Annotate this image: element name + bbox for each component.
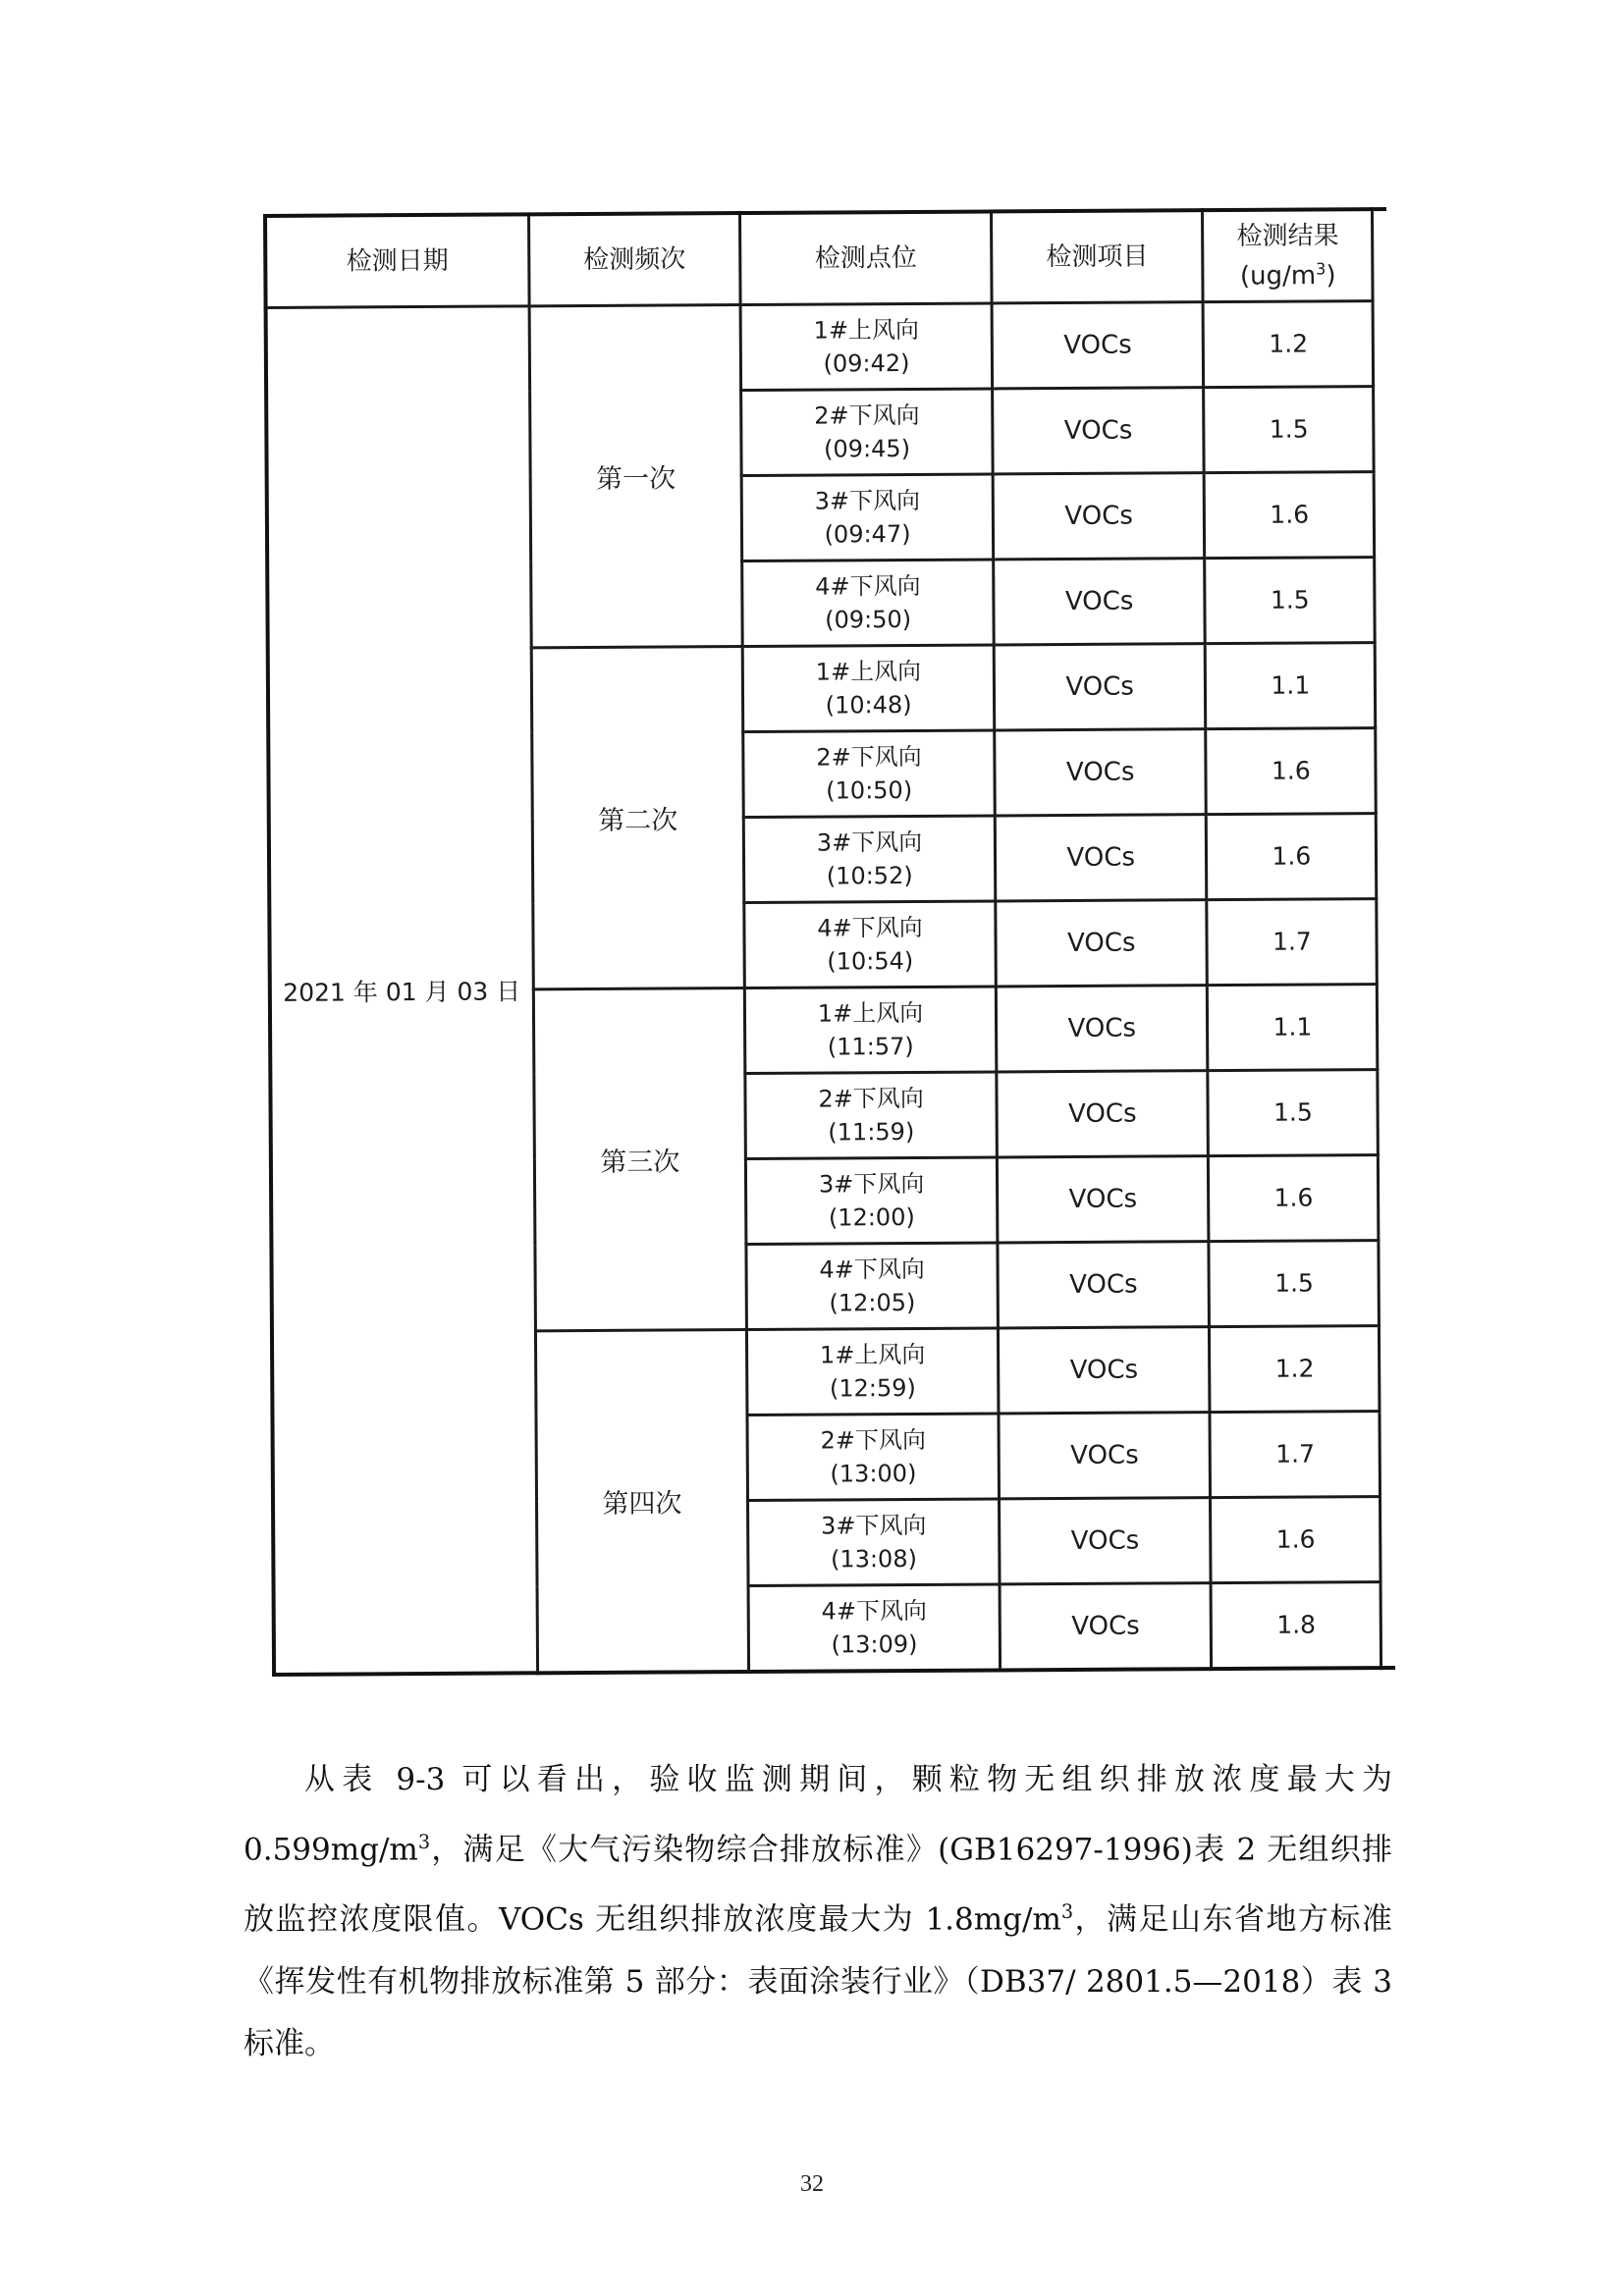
conclusion-part1: 从表 9-3 可以看出，验收监测期间，颗粒物无组织排放浓度最大为 0.599mg/m xyxy=(244,1762,1392,1868)
item-cell: VOCs xyxy=(996,900,1208,987)
result-value-cell: 1.2 xyxy=(1210,1325,1380,1412)
item-cell: VOCs xyxy=(995,729,1207,816)
point-cell xyxy=(744,987,996,1074)
header-result xyxy=(1203,209,1374,302)
point-name: 2#下风向 xyxy=(820,1425,927,1455)
table-cut-edge xyxy=(1374,386,1388,471)
point-name: 2#下风向 xyxy=(816,742,922,772)
conclusion-sup1: 3 xyxy=(417,1831,431,1853)
point-time: (13:08) xyxy=(830,1544,917,1574)
header-item: 检测项目 xyxy=(992,210,1204,303)
header-result-unit-sup: 3 xyxy=(1316,259,1326,279)
point-time: (10:48) xyxy=(825,690,912,720)
table-cut-edge xyxy=(1377,898,1391,984)
point-time: (12:00) xyxy=(828,1202,915,1232)
point-time: (09:50) xyxy=(825,605,912,634)
table-cut-edge xyxy=(1377,813,1391,898)
header-result-unit-suffix: ) xyxy=(1326,260,1336,291)
table-cut-edge xyxy=(1380,1496,1395,1581)
frequency-cell: 第四次 xyxy=(535,1329,748,1673)
result-value-cell: 1.8 xyxy=(1211,1581,1381,1669)
item-cell: VOCs xyxy=(999,1412,1211,1498)
page-number: 32 xyxy=(800,2171,824,2197)
item-cell: VOCs xyxy=(997,1155,1209,1242)
item-cell: VOCs xyxy=(992,302,1204,389)
result-value-cell: 1.6 xyxy=(1209,1154,1379,1241)
date-cell: 2021 年 01 月 03 日 xyxy=(266,306,538,1675)
point-name: 1#上风向 xyxy=(813,315,920,345)
point-name: 3#下风向 xyxy=(818,1169,925,1199)
item-cell: VOCs xyxy=(997,1070,1209,1156)
item-cell: VOCs xyxy=(1000,1582,1212,1670)
frequency-cell: 第一次 xyxy=(529,305,742,648)
point-name: 3#下风向 xyxy=(820,1511,927,1540)
table-cut-edge xyxy=(1380,1325,1394,1411)
header-date: 检测日期 xyxy=(265,214,529,307)
point-time: (12:05) xyxy=(829,1288,916,1317)
result-value-cell: 1.7 xyxy=(1207,898,1377,985)
point-name: 4#下风向 xyxy=(817,913,923,942)
item-cell: VOCs xyxy=(993,473,1205,560)
point-name: 2#下风向 xyxy=(818,1084,924,1113)
table-cut-edge xyxy=(1379,1240,1393,1325)
point-cell xyxy=(747,1328,999,1415)
point-time: (09:42) xyxy=(823,348,910,378)
point-cell xyxy=(743,730,995,818)
point-name: 3#下风向 xyxy=(814,486,921,515)
header-result-unit xyxy=(1205,252,1372,294)
item-cell: VOCs xyxy=(994,559,1206,645)
table-cut-edge xyxy=(1376,642,1390,727)
point-name: 4#下风向 xyxy=(819,1255,925,1284)
point-name: 4#下风向 xyxy=(821,1596,928,1626)
point-name: 3#下风向 xyxy=(816,828,923,857)
conclusion-sup2: 3 xyxy=(1060,1900,1074,1924)
point-time: (12:59) xyxy=(829,1373,916,1403)
table-cut-edge xyxy=(1375,557,1389,642)
table-cut-edge xyxy=(1378,984,1392,1069)
header-frequency: 检测频次 xyxy=(528,213,740,306)
result-value-cell: 1.1 xyxy=(1206,643,1376,729)
item-cell: VOCs xyxy=(996,986,1208,1072)
result-value-cell: 1.5 xyxy=(1208,1069,1378,1155)
point-time: (10:52) xyxy=(826,861,913,890)
point-time: (09:45) xyxy=(824,434,911,463)
table-cut-edge xyxy=(1374,471,1388,557)
point-cell xyxy=(742,645,994,732)
point-cell xyxy=(748,1584,1000,1672)
point-cell xyxy=(743,816,995,903)
point-time: (13:00) xyxy=(830,1459,917,1488)
table-cut-edge xyxy=(1373,209,1387,301)
item-cell: VOCs xyxy=(995,815,1207,901)
point-name: 4#下风向 xyxy=(815,571,921,601)
conclusion-part3: ，满足山东省地方标准《挥发性有机物排放标准第 5 部分：表面涂装行业》（DB37/ 2801.5—2018）表 3 标准。 xyxy=(244,1901,1392,2061)
header-point: 检测点位 xyxy=(740,211,993,304)
result-value-cell: 1.5 xyxy=(1205,558,1375,644)
item-cell: VOCs xyxy=(998,1241,1210,1327)
vocs-results-table xyxy=(263,207,1395,1677)
item-cell: VOCs xyxy=(999,1326,1211,1413)
point-cell xyxy=(746,1243,998,1330)
point-cell xyxy=(747,1414,999,1501)
point-name: 1#上风向 xyxy=(815,657,922,686)
point-cell xyxy=(746,1157,998,1245)
point-time: (10:50) xyxy=(826,775,913,805)
result-value-cell: 1.6 xyxy=(1206,728,1376,815)
table-row xyxy=(266,301,1388,394)
table-cut-edge xyxy=(1380,1581,1395,1668)
point-time: (09:47) xyxy=(824,519,911,549)
result-value-cell: 1.2 xyxy=(1203,301,1373,388)
result-value-cell: 1.6 xyxy=(1207,813,1377,899)
frequency-cell: 第二次 xyxy=(531,646,744,988)
point-cell xyxy=(748,1499,1000,1586)
item-cell: VOCs xyxy=(994,644,1206,730)
table-cut-edge xyxy=(1380,1411,1394,1496)
item-cell: VOCs xyxy=(993,388,1205,474)
point-cell xyxy=(740,303,992,391)
table-body xyxy=(266,301,1395,1675)
point-name: 2#下风向 xyxy=(814,400,920,430)
point-time: (11:59) xyxy=(828,1117,915,1147)
item-cell: VOCs xyxy=(1000,1497,1212,1583)
conclusion-text xyxy=(244,1749,1392,2075)
result-value-cell: 1.5 xyxy=(1209,1240,1379,1326)
point-name: 1#上风向 xyxy=(819,1340,926,1369)
point-cell xyxy=(742,560,994,647)
point-name: 1#上风向 xyxy=(817,998,924,1028)
point-time: (13:09) xyxy=(831,1629,918,1659)
header-result-unit-prefix: (ug/m xyxy=(1239,260,1317,292)
result-value-cell: 1.6 xyxy=(1211,1496,1380,1582)
result-value-cell: 1.6 xyxy=(1205,472,1375,559)
header-result-line1: 检测结果 xyxy=(1236,220,1339,251)
result-value-cell: 1.7 xyxy=(1210,1411,1380,1497)
table-cut-edge xyxy=(1376,727,1390,813)
result-value-cell: 1.1 xyxy=(1208,984,1378,1070)
table-header-row xyxy=(265,209,1387,307)
monitoring-results-table-scan xyxy=(263,207,1395,1677)
result-value-cell: 1.5 xyxy=(1204,387,1374,473)
conclusion-part2: ，满足《大气污染物综合排放标准》(GB16297-1996)表 2 无组织排放监控浓度限值。VOCs 无组织排放浓度最大为 1.8mg/m xyxy=(244,1832,1392,1938)
point-cell xyxy=(741,389,993,476)
table-cut-edge xyxy=(1378,1069,1392,1154)
point-cell xyxy=(744,901,996,988)
point-cell xyxy=(745,1072,997,1159)
conclusion-paragraph xyxy=(244,1749,1392,2075)
point-time: (11:57) xyxy=(827,1032,914,1061)
table-cut-edge xyxy=(1379,1154,1393,1240)
point-time: (10:54) xyxy=(827,946,914,976)
frequency-cell: 第三次 xyxy=(533,988,746,1330)
point-cell xyxy=(741,474,993,561)
table-cut-edge xyxy=(1373,301,1387,387)
